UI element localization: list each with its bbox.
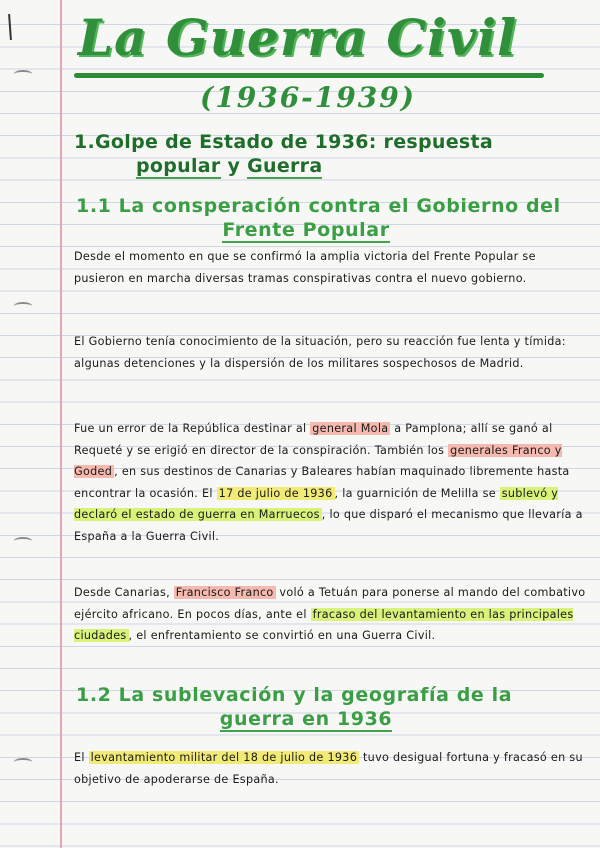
margin-line xyxy=(60,0,62,848)
paragraph-4-text: , el enfrentamiento se convirtió en una Guerra Civil. xyxy=(128,629,436,642)
paragraph-3-text: Fue un error de la República destinar al xyxy=(74,422,311,435)
binder-hole-icon xyxy=(14,537,32,545)
highlight-sublevo: sublevó y declaró el estado de guerra en Marruecos xyxy=(74,486,559,521)
section-heading-1-2-line1: 1.2 La sublevación y la geografía de la xyxy=(76,684,513,706)
paragraph-4 xyxy=(74,582,586,647)
section-heading-1-2 xyxy=(76,683,586,731)
section-heading-1-connector: y xyxy=(220,155,248,177)
section-heading-1-1 xyxy=(76,194,586,242)
paragraph-5-text: tuvo desigual fortuna y fracasó en su objetivo de apoderarse de España. xyxy=(74,751,583,786)
paragraph-3 xyxy=(74,418,586,547)
section-heading-1 xyxy=(74,130,544,178)
paragraph-3-text: a Pamplona; allí se ganó al Requeté y se erigió en director de la conspiración. También los xyxy=(74,422,553,457)
page-subtitle-years: (1936-1939) xyxy=(200,81,416,114)
highlight-levantamiento: levantamiento militar del 18 de julio de 1936 xyxy=(90,751,358,764)
paragraph-3-text: , en sus destinos de Canarias y Baleares habían maquinado libremente hasta encontrar la ocasión. El xyxy=(74,465,570,500)
section-heading-1-word-guerra: Guerra xyxy=(247,155,323,177)
binder-hole-icon xyxy=(14,70,32,78)
paragraph-2: El Gobierno tenía conocimiento de la situación, pero su reacción fue lenta y tímida: algunas detenciones y la dispersión de los militares sospechosos de Madrid. xyxy=(74,335,566,370)
paragraph-4-text: Desde Canarias, xyxy=(74,586,174,599)
paragraph-1: Desde el momento en que se confirmó la amplia victoria del Frente Popular se pusieron en marcha diversas tramas conspirativas contra el nuevo gobierno. xyxy=(74,250,536,285)
section-heading-1-1-line2: Frente Popular xyxy=(222,219,390,241)
paragraph-5-text: El xyxy=(74,751,89,764)
section-heading-1-word-popular: popular xyxy=(136,155,221,177)
paragraph-3-text: , lo que disparó el mecanismo que llevaría a España a la Guerra Civil. xyxy=(74,508,583,543)
binder-hole-icon xyxy=(14,758,32,766)
binder-hole-icon xyxy=(14,302,32,310)
section-heading-1-2-line2: guerra en 1936 xyxy=(219,708,393,730)
title-underline xyxy=(74,73,544,78)
paragraph-5 xyxy=(74,747,586,790)
highlight-date: 17 de julio de 1936 xyxy=(218,486,333,500)
highlight-generales: generales Franco y Goded xyxy=(74,443,562,478)
section-heading-1-1-line1: 1.1 La consperación contra el Gobierno del xyxy=(76,195,561,217)
paragraph-4-text: voló a Tetuán para ponerse al mando del combativo ejército africano. En pocos días, ante el xyxy=(74,586,586,621)
highlight-fracaso: fracaso del levantamiento en las principales ciudades xyxy=(74,607,574,642)
highlight-francisco-franco: Francisco Franco xyxy=(175,586,274,599)
paragraph-3-text: , la guarnición de Melilla se xyxy=(334,486,500,500)
section-heading-1-line1: 1.Golpe de Estado de 1936: respuesta xyxy=(74,131,494,153)
page-title: La Guerra Civil xyxy=(78,8,518,67)
highlight-general-mola: general Mola xyxy=(312,422,389,435)
